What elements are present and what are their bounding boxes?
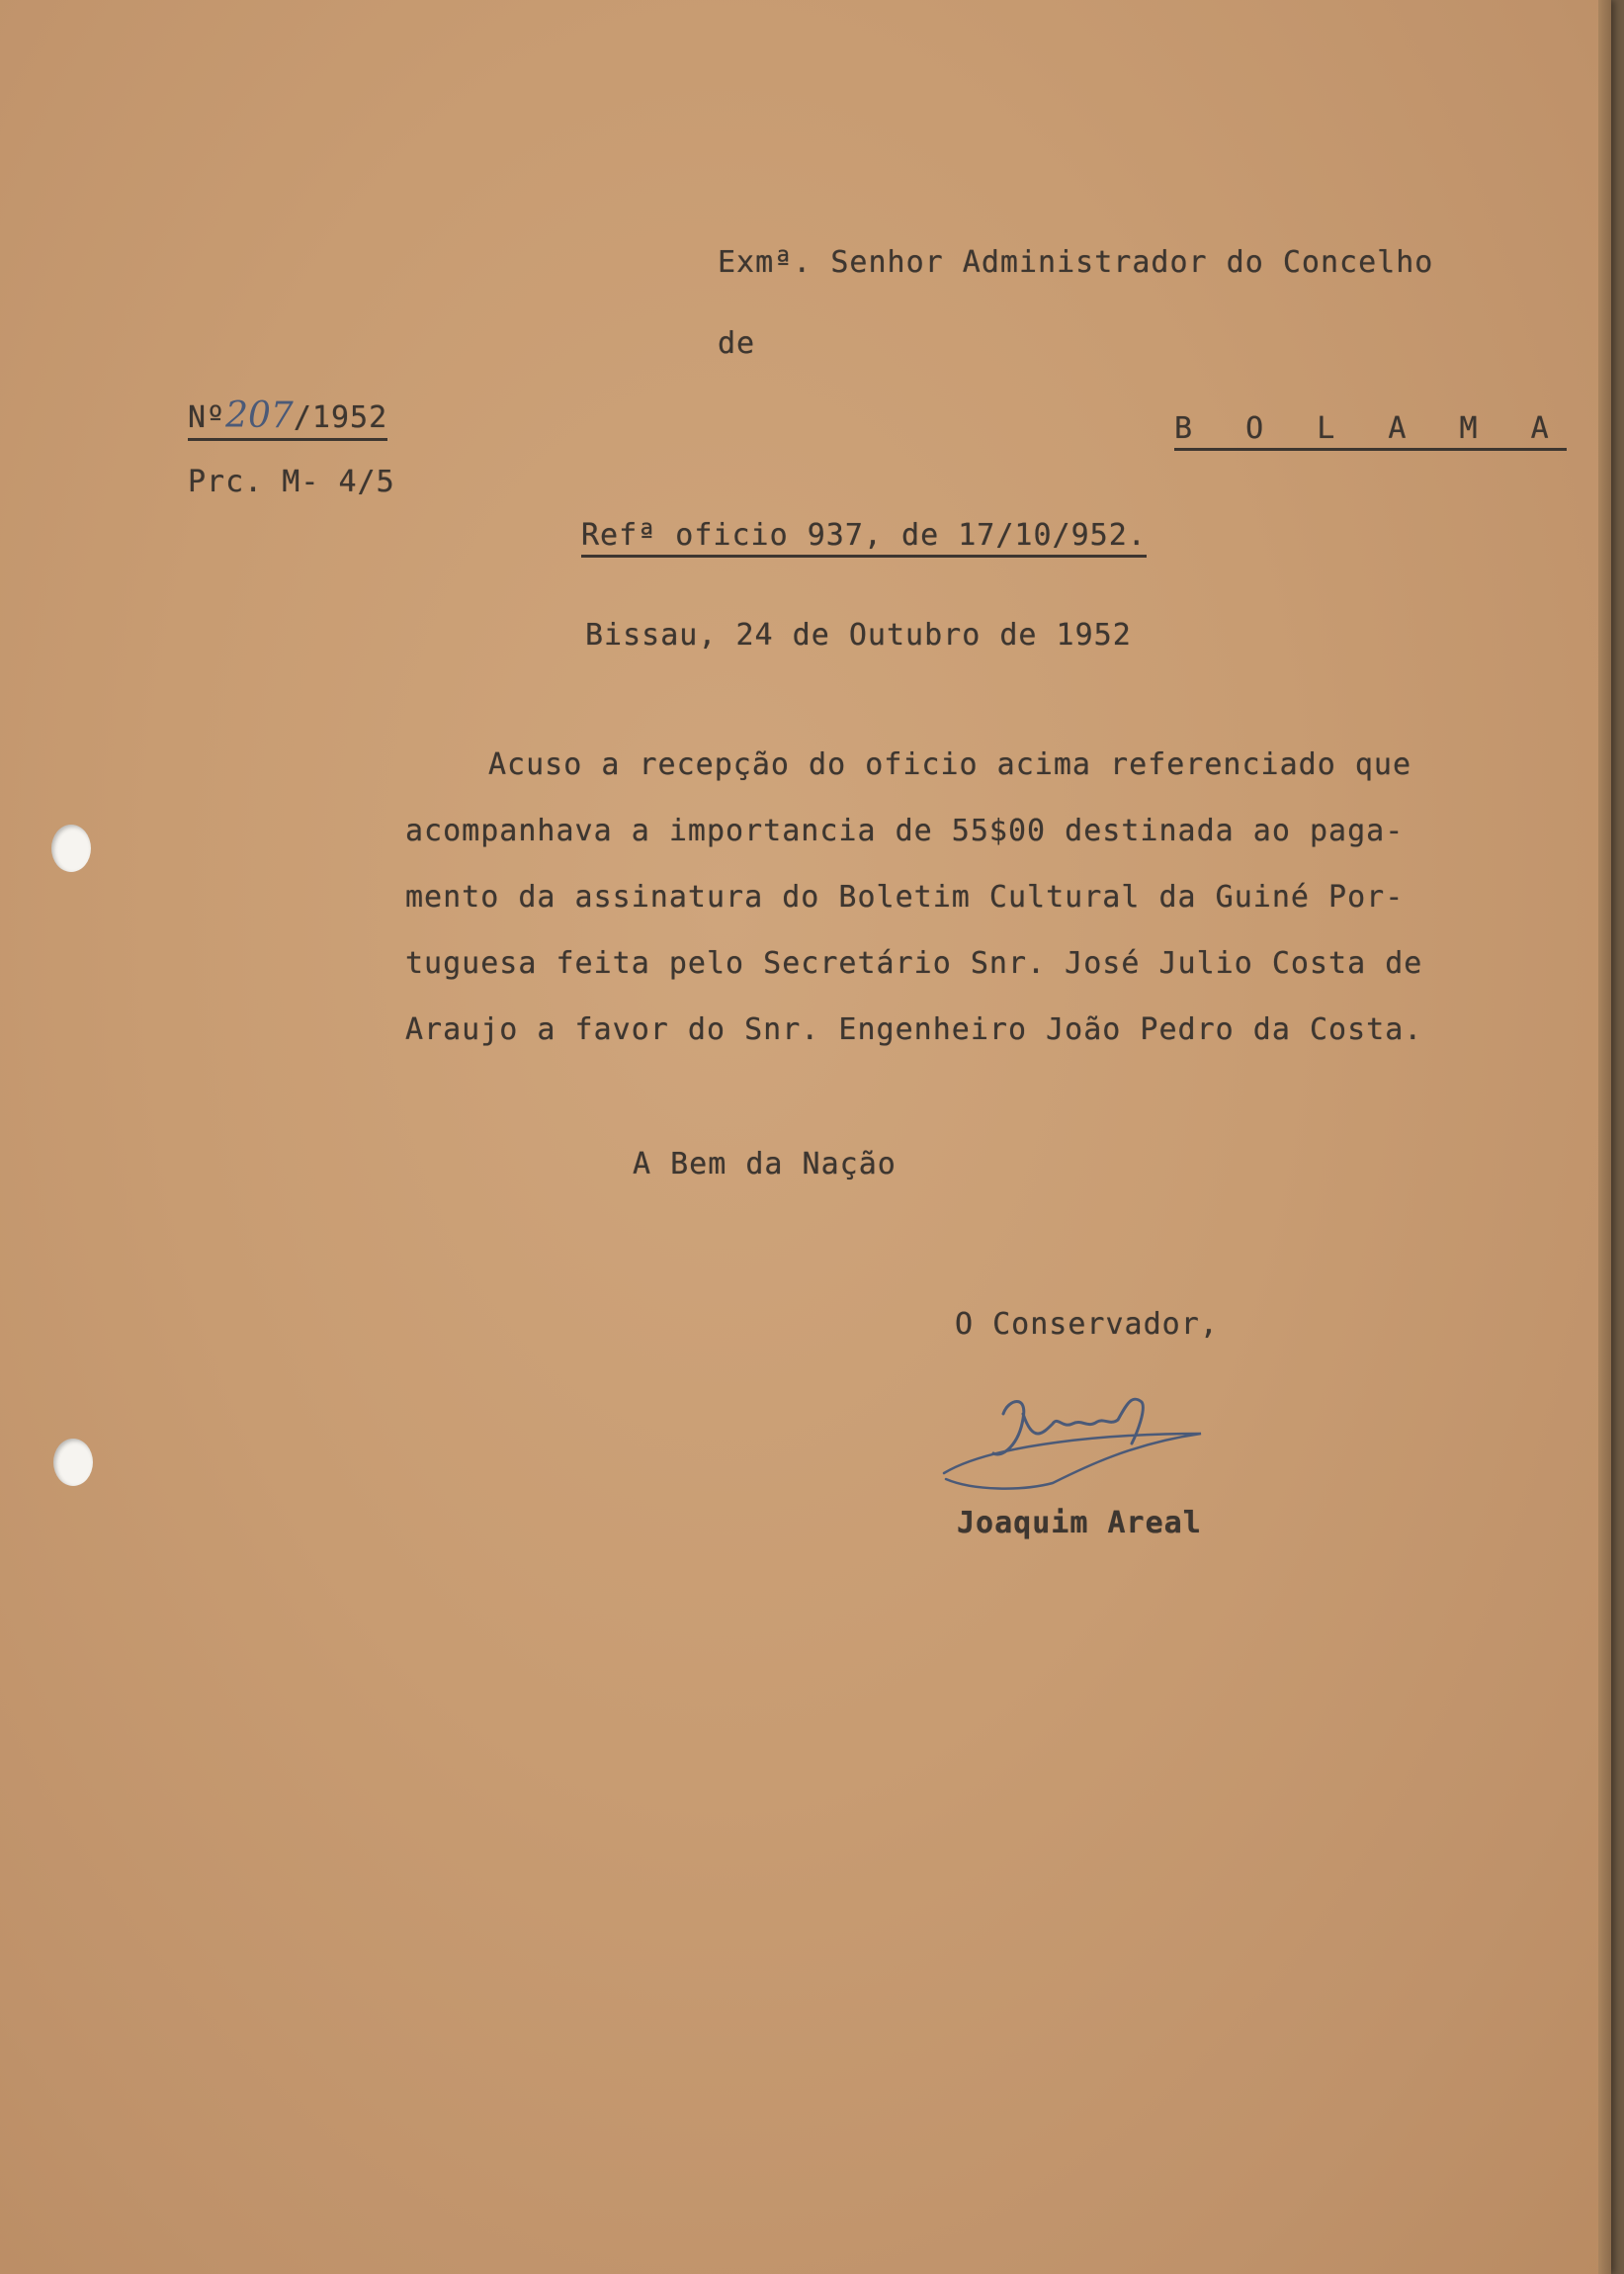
process-reference: Prc. M- 4/5 (188, 465, 395, 499)
punch-hole-top (51, 825, 91, 872)
place-date: Bissau, 24 de Outubro de 1952 (585, 618, 1132, 653)
number-handwritten: 207 (225, 395, 294, 436)
page-edge (1598, 0, 1611, 2274)
body-line: Acuso a recepção do oficio acima referenciado que (488, 747, 1412, 782)
addressee-line-1: Exmª. Senhor Administrador do Concelho (718, 245, 1434, 280)
number-year: /1952 (293, 400, 388, 435)
body-line: mento da assinatura do Boletim Cultural da Guiné Por- (405, 880, 1405, 915)
addressee-line-2: de (718, 326, 756, 361)
body-line: Araujo a favor do Snr. Engenheiro João Pedro da Costa. (405, 1012, 1423, 1047)
handwritten-signature-icon (934, 1374, 1231, 1503)
document-number (188, 395, 387, 441)
punch-hole-bottom (53, 1439, 93, 1486)
body-line: tuguesa feita pelo Secretário Snr. José Julio Costa de (405, 946, 1423, 981)
destination-bolama: B O L A M A (1174, 411, 1567, 451)
reference-line: Refª oficio 937, de 17/10/952. (581, 518, 1147, 558)
signatory-title: O Conservador, (955, 1307, 1219, 1342)
letter-body (405, 732, 1473, 1063)
signatory-name: Joaquim Areal (957, 1506, 1202, 1540)
closing-salutation: A Bem da Nação (633, 1147, 897, 1181)
body-line: acompanhava a importancia de 55$00 destinada ao paga- (405, 814, 1405, 848)
number-prefix: Nº (188, 400, 226, 435)
